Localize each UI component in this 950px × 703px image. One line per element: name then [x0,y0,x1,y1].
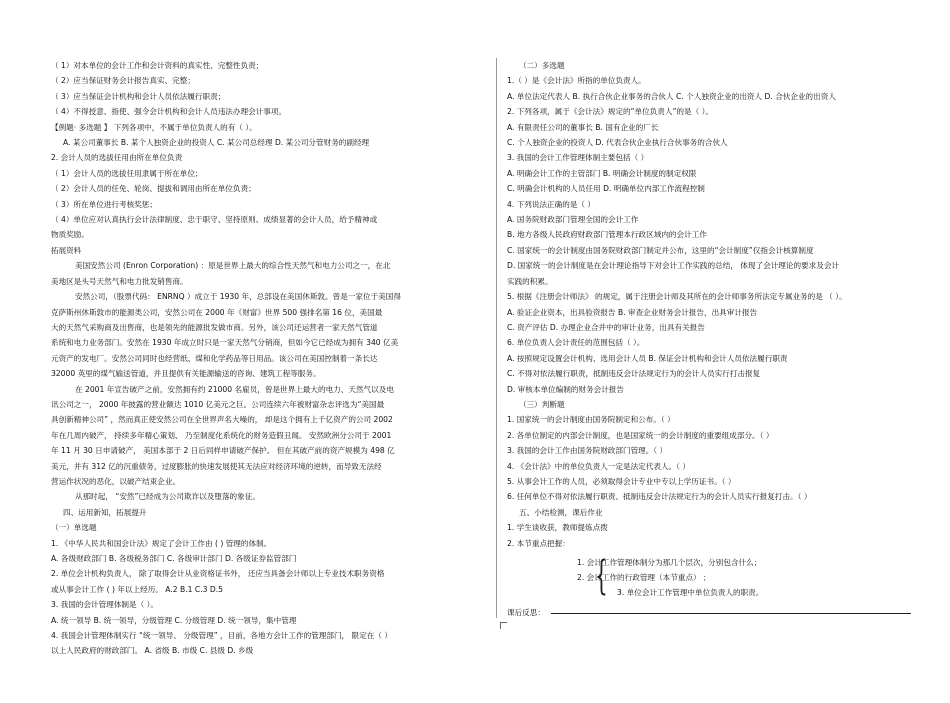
extend-line: 32000 英里的煤气输送管道，并且提供有关能源输送的咨询、建筑工程等服务。 [51,369,321,379]
extend-line: 年 11 月 30 日申请破产， 美国本部于 2 日后同样申请破产保护。 但在其破产前的资产规模为 498 亿 [51,446,395,456]
duty-item: （ 1）对本单位的会计工作和会计资料的真实性、完整性负责； [51,61,264,70]
multi-choice-line: A. 按照规定设置会计机构、选用会计人员 B. 保证会计机构和会计人员依法履行职责 [507,353,788,363]
brace-icon: { [595,553,608,599]
extend-line: 讯公司之一， 2000 年披露的营业额达 1010 亿美元之巨。公司连续六年被财富杂志评选为“美国最 [51,399,385,409]
extend-line: 营运作状况的恶化，以破产结束企业。 [51,476,181,486]
multi-choice-line: A. 单位法定代表人 B. 执行合伙企业事务的合伙人 C. 个人独资企业的出资人 D. 合伙企业的出资人 [507,91,836,101]
single-choice-line: 3. 我国的会计管理体制是（ ）。 [51,600,158,610]
selection-item: （ 3）所在单位进行考核奖惩； [51,199,157,209]
selection-item: 物质奖励。 [51,230,89,240]
judge-line: 3. 我国的会计工作由国务院财政部门管理。（ ） [507,446,668,456]
multi-choice-line: C. 不得对依法履行职责，抵制违反会计法规定行为的会计人员实行打击报复 [507,369,761,379]
summary-item-1: 1. 学生谈收获，教师提炼点拨 [507,523,608,533]
extend-paragraphs [51,258,491,505]
selection-list [51,166,491,243]
extend-title: 拓展资料 [51,245,82,255]
single-choice-line: A. 统一领导 B. 统一领导，分级管理 C. 分级管理 D. 统一领导，集中管理 [51,615,297,625]
corner-mark [500,622,507,629]
multi-choice-line: C. 国家统一的会计制度由国务院财政部门制定并公布，这里的“会计制度”仅指会计核算制度 [507,245,814,255]
key-point-2: 2. 会计工作的行政管理（本节重点） ； [577,573,711,582]
right-column [507,58,932,620]
duties-list [51,58,491,120]
multi-choice-line: D. 国家统一的会计制度是在会计理论指导下对会计工作实践的总结， 体现了会计理论的要求及会计 [507,261,840,271]
extend-line: 在 2001 年宣告破产之前，安然拥有约 21000 名雇员，曾是世界上最大的电力、天然气以及电 [75,384,394,394]
multi-choice-line: 3. 我国的会计工作管理体制主要包括（ ） [507,153,649,163]
selection-item: （ 4）单位应对认真执行会计法律制度、忠于职守、坚持原则、成绩显著的会计人员，给予精神或 [51,215,378,225]
extend-line: 美地区是头号天然气和电力批发销售商。 [51,276,188,286]
extend-line: 年在几周内破产， 持续多年精心策划、 乃至制度化系统化的财务造假丑闻。 安然欧洲分公司于 2001 [51,430,392,440]
judge-line: 1. 国家统一的会计制度由国务院制定和公布。（ ） [507,415,675,425]
multi-choice-line: 5. 根据《注册会计师法》 的规定，属于注册会计师及其所在的会计师事务所法定专属业务的是 （ ）。 [507,292,847,302]
key-point-1: 1. 会计工作管理体制分为那几个层次，分别包含什么； [577,558,762,567]
multi-choice-line: 6. 单位负责人会计责任的范围包括（ ）。 [507,338,645,348]
single-choice-line: A. 各级财政部门 B. 各级税务部门 C. 各级审计部门 D. 各级证券监管部门 [51,554,297,563]
single-choice-line: 以上人民政府的财政部门。 A. 省级 B. 市级 C. 县级 D. 乡级 [51,646,254,656]
single-choice-line: 4. 我国会计管理体制实行 “统一领导、 分级管理” ，目前，各地方会计工作的管理部门， 限定在（ ） [51,631,392,641]
example-question: 【例题· 多选题 】 下列各项中，不属于单位负责人的有（ ）。 [51,122,257,132]
selection-item: （ 2）会计人员的任免、轮岗、提拔和调用由所在单位负责； [51,184,256,194]
selection-title: 2. 会计人员的选拔任用由所在单位负责 [51,153,183,163]
single-choice-line: 2. 单位会计机构负责人， 除了取得会计从业资格证书外， 还应当具备会计师以上专业技术职务资格 [51,569,385,579]
multi-choice-line: A. 验证企业资本，出具验资报告 B. 审查企业财务会计报告，出具审计报告 [507,307,758,317]
left-column [51,58,491,659]
multi-choice-line: 2. 下列各项，属于《会计法》规定的“单位负责人”的是（ ）。 [507,107,713,117]
summary-title: 五、小结检测，课后作业 [519,507,603,517]
extend-line: 安然公司，（股票代码： ENRNQ ）成立于 1930 年，总部设在美国休斯敦。曾是一家位于美国得 [75,292,401,302]
multi-choice-line: B. 地方各级人民政府财政部门管理本行政区域内的会计工作 [507,230,707,240]
judge-list [507,412,932,504]
duty-item: （ 3）应当保证会计机构和会计人员依法履行职责； [51,91,226,101]
multi-choice-list [507,73,932,397]
judge-line: 5. 从事会计工作的人员，必须取得会计专业中专以上学历证书。（ ） [507,476,736,486]
key-points-block [507,553,932,601]
multi-choice-line: 实践的积累。 [507,276,553,286]
multi-choice-line: A. 明确会计工作的主管部门 B. 明确会计制度的制定权限 [507,168,697,178]
multi-choice-line: D. 审核本单位编制的财务会计报告 [507,384,624,394]
reflection-row [507,605,932,620]
duty-item: （ 4）不得授意、指使、强令会计机构和会计人员违法办理会计事项。 [51,107,287,117]
judge-line: 2. 各单位制定的内部会计制度，也是国家统一的会计制度的重要组成部分。（ ） [507,430,774,440]
extend-line: 美国安然公司 (Enron Corporation) ：原是世界上最大的综合性天然气和电力公司之一，在北 [75,261,391,271]
multi-choice-title: （二）多选题 [519,61,565,70]
extend-line: 具创新精神公司” ，然而真正使安然公司在全世界声名大噪的， 却是这个拥有上千亿资产的公司 2002 [51,415,393,425]
extend-line: 元资产的发电厂。安然公司同时也经营纸、煤和化学药品等日用品。该公司在美国控制着一条长达 [51,353,378,363]
extend-line: 美元，并有 312 亿的沉重债务，过度膨胀的快速发展使其无法应对经济环境的逆转，而导致无法经 [51,461,382,471]
single-choice-line: 或从事会计工作 ( ) 年以上经历。 A.2 B.1 C.3 D.5 [51,584,223,594]
example-options: A. 某公司董事长 B. 某个人独资企业的投资人 C. 某公司总经理 D. 某公司分管财务的副经理 [63,138,370,148]
judge-line: 6. 任何单位不得对依法履行职责、抵制违反会计法规定行为的会计人员实行报复打击。（ ） [507,492,812,502]
judge-title: （三）判断题 [519,399,565,409]
single-choice-list [51,536,491,659]
extend-line: 从那时起， “安然”已经成为公司欺诈以及堕落的象征。 [75,492,260,502]
multi-choice-line: C. 明确会计机构的人员任用 D. 明确单位内部工作流程控制 [507,184,705,194]
section-four-title: 四、运用新知，拓展提升 [63,507,147,517]
key-point-3: 3. 单位会计工作管理中单位负责人的职责。 [617,588,764,597]
duty-item: （ 2）应当保证财务会计报告真实、完整； [51,76,195,86]
single-choice-title: （一）单选题 [51,523,97,533]
reflection-line[interactable] [551,613,911,614]
summary-item-2: 2. 本节重点把握： [507,538,570,548]
multi-choice-line: 1.（ ）是《会计法》所指的单位负责人。 [507,76,646,86]
multi-choice-line: C. 资产评估 D. 办理企业合并中的审计业务，出具有关报告 [507,322,705,332]
multi-choice-line: A. 有限责任公司的董事长 B. 国有企业的厂长 [507,122,659,132]
extend-line: 大的天然气采购商及出售商，也是领先的能源批发做市商。另外，该公司还运营者一家天然气管道 [51,322,378,332]
multi-choice-line: C. 个人独资企业的投资人 D. 代表合伙企业执行合伙事务的合伙人 [507,138,728,148]
column-divider [496,58,497,618]
judge-line: 4. 《会计法》中的单位负责人一定是法定代表人。（ ） [507,461,690,471]
selection-item: （ 1）会计人员的选拔任用隶属于所在单位； [51,168,203,178]
multi-choice-line: 4. 下列说法正确的是（ ） [507,199,596,209]
extend-line: 克萨斯州休斯敦市的能源类公司，安然公司在 2000 年《财富》世界 500 强排名第 16 位，美国最 [51,307,383,317]
single-choice-line: 1. 《中华人民共和国会计法》规定了会计工作由 ( ) 管理的体制。 [51,538,272,548]
reflection-label: 课后反思： [507,608,545,617]
extend-line: 系统和电力业务部门。安然在 1930 年成立时只是一家天然气分销商，但如今它已经成为拥有 340 亿美 [51,338,399,348]
multi-choice-line: A. 国务院财政部门管理全国的会计工作 [507,215,639,225]
